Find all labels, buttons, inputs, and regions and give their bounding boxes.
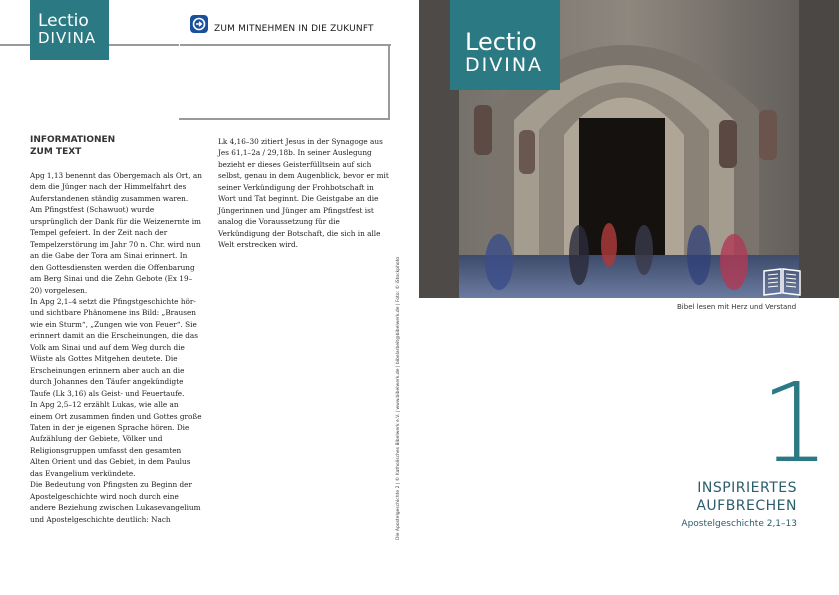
logo-line1: Lectio: [465, 28, 537, 56]
paragraph: Apg 1,13 benennt das Obergemach als Ort, an dem die Jünger nach der Himmelfahrt des Auferstandenen ständig zusammen waren. Am Pfingstfest (Schawuot) wurde ursprünglich der Dank für die Weizenernte im Tempel gefeiert. In der Zeit nach der Tempelzerstörung im Jahr 70 n. Chr. wird nun an die Gabe der Tora am Sinai erinnert. In den Gottesdiensten werden die Offenbarung am Berg Sinai und die Zehn Gebote (Ex 19–20) vorgelesen.: [30, 171, 202, 295]
chapter-number: 1: [760, 359, 830, 487]
divider-line: [0, 44, 30, 46]
photo-caption: Bibel lesen mit Herz und Verstand: [677, 303, 797, 311]
divider-line: [109, 44, 179, 46]
forward-arrow-icon: [190, 15, 208, 33]
section-label: ZUM MITNEHMEN IN DIE ZUKUNFT: [214, 24, 374, 34]
chapter-title: [696, 479, 797, 515]
chapter-title-line2: AUFBRECHEN: [696, 498, 797, 514]
info-heading: [30, 134, 115, 158]
paragraph: In Apg 2,5–12 erzählt Lukas, wie alle an einem Ort zusammen finden und Gottes große Taten in der je eigenen Sprache hören. Die Aufzählung der Gebiete, Völker und Religionsgruppen umfasst den gesamten Alten Orient und das Gebiet, in dem Paulus das Evangelium verkündete.: [30, 400, 202, 478]
paragraph: Lk 4,16–30 zitiert Jesus in der Synagoge aus Jes 61,1–2a / 29,18b. In seiner Auslegung bezieht er dieses Geisterfülltsein auf sich selbst, genau in dem Augenblick, bevor er mit seiner Verkündigung der Frohbotschaft in Wort und Tat beginnt. Die Geistgabe an die Jüngerinnen und Jünger am Pfingstfest ist analog die Voraussetzung für die Verkündigung der Botschaft, die sich in alle Welt erstrecken wird.: [218, 137, 389, 250]
left-logo: [30, 0, 109, 60]
logo-line2: DIVINA: [465, 54, 544, 76]
info-heading-line2: ZUM TEXT: [30, 147, 82, 157]
right-logo: [450, 0, 560, 90]
chapter-title-line1: INSPIRIERTES: [697, 480, 797, 496]
text-column-1: [30, 170, 202, 525]
logo-line2: DIVINA: [38, 29, 97, 47]
paragraph: In Apg 2,1–4 setzt die Pfingstgeschichte hör- und sichtbare Phänomene ins Bild: „Brausen wie ein Sturm“, „Zungen wie von Feuer“. Sie erinnert damit an die Erscheinungen, die das Volk am Sinai und auf dem Weg durch die Wüste als Gottes Mitgehen deutete. Die Erscheinungen erinnern aber auch an die durch Johannes den Täufer angekündigte Taufe (Lk 3,16) als Geist- und Feuertaufe.: [30, 296, 198, 398]
paragraph: Die Bedeutung von Pfingsten zu Beginn der Apostelgeschichte wird noch durch eine andere Beziehung zwischen Lukasevangelium und Apostelgeschichte deutlich: Nach: [30, 480, 201, 524]
text-column-2: [218, 136, 390, 251]
notes-frame: [179, 44, 390, 120]
chapter-subtitle: Apostelgeschichte 2,1–13: [681, 519, 797, 529]
open-bible-icon: [760, 265, 804, 297]
copyright-credit: Die Apostelgeschichte 2 | © Katholisches Bibelwerk e.V. | www.bibelwerk.de | bibelarbeit@bibelwerk.de | Foto: © iStockphoto: [396, 256, 401, 540]
logo-line1: Lectio: [38, 11, 89, 31]
info-heading-line1: INFORMATIONEN: [30, 135, 116, 145]
